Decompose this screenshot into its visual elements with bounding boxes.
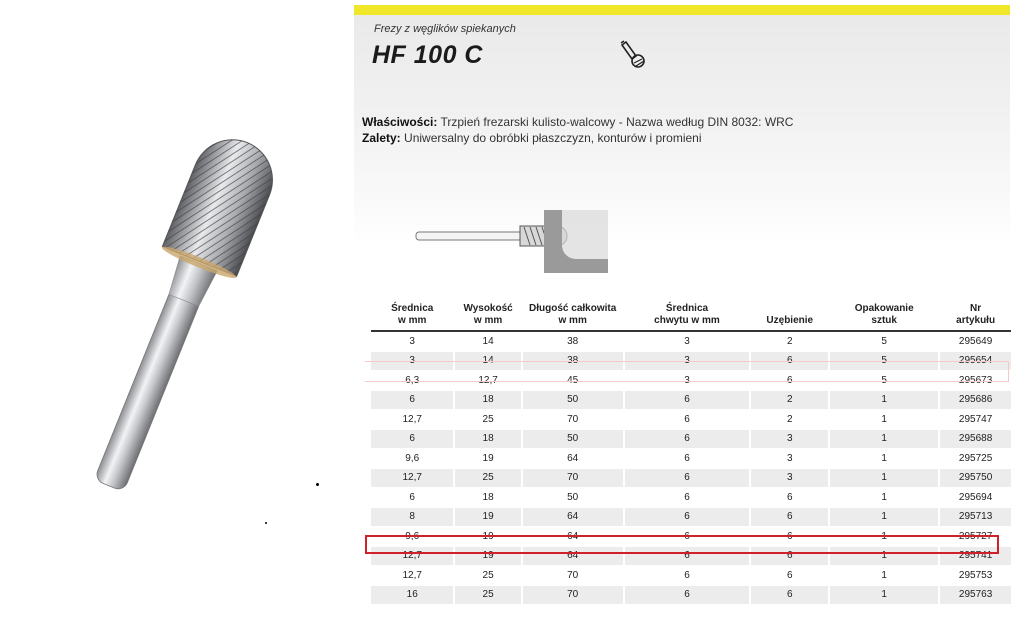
table-cell: 6 — [624, 546, 751, 566]
table-cell: 64 — [522, 546, 624, 566]
table-cell: 6 — [624, 449, 751, 469]
table-cell: 6 — [624, 468, 751, 488]
table-cell: 12,7 — [371, 546, 454, 566]
col-header-article-no: Nr artykułu — [939, 303, 1011, 331]
table-cell: 1 — [829, 449, 939, 469]
table-row — [371, 429, 1011, 449]
table-cell: 295673 — [939, 371, 1011, 391]
table-cell: 64 — [522, 449, 624, 469]
table-cell: 25 — [454, 410, 521, 430]
properties-label: Właściwości: — [362, 115, 438, 129]
table-cell: 70 — [522, 585, 624, 605]
table-cell: 3 — [371, 351, 454, 371]
table-cell: 2 — [750, 390, 829, 410]
table-cell: 6 — [624, 527, 751, 547]
col-header-shank-diameter: Średnica chwytu w mm — [624, 303, 751, 331]
table-cell: 14 — [454, 351, 521, 371]
table-cell: 6,3 — [371, 371, 454, 391]
table-cell: 1 — [829, 410, 939, 430]
table-cell: 1 — [829, 507, 939, 527]
cylinder-radius-burr-diagram — [412, 205, 612, 275]
table-cell: 6 — [624, 410, 751, 430]
table-cell: 3 — [750, 468, 829, 488]
table-cell: 6 — [750, 488, 829, 508]
table-cell: 70 — [522, 566, 624, 586]
table-cell: 50 — [522, 429, 624, 449]
table-cell: 1 — [829, 488, 939, 508]
table-cell: 295694 — [939, 488, 1011, 508]
table-cell: 295727 — [939, 527, 1011, 547]
table-cell: 70 — [522, 468, 624, 488]
table-cell: 6 — [624, 507, 751, 527]
table-cell: 1 — [829, 468, 939, 488]
table-cell: 295747 — [939, 410, 1011, 430]
table-cell: 25 — [454, 585, 521, 605]
table-cell: 295750 — [939, 468, 1011, 488]
table-row — [371, 371, 1011, 391]
table-row — [371, 449, 1011, 469]
accent-bar — [354, 5, 1010, 15]
table-cell: 16 — [371, 585, 454, 605]
table-cell: 1 — [829, 585, 939, 605]
table-cell: 1 — [829, 546, 939, 566]
table-cell: 6 — [624, 429, 751, 449]
table-cell: 295741 — [939, 546, 1011, 566]
col-header-height: Wysokość w mm — [454, 303, 521, 331]
table-cell: 6 — [750, 527, 829, 547]
table-cell: 18 — [454, 429, 521, 449]
table-row — [371, 331, 1011, 351]
table-cell: 6 — [371, 488, 454, 508]
image-speck — [316, 483, 319, 486]
table-cell: 5 — [829, 351, 939, 371]
table-cell: 19 — [454, 527, 521, 547]
advantages-text: Uniwersalny do obróbki płaszczyzn, konturów i promieni — [404, 131, 702, 145]
specifications-table — [371, 303, 1011, 605]
table-cell: 6 — [624, 488, 751, 508]
col-header-cut: Uzębienie — [750, 303, 829, 331]
table-cell: 295654 — [939, 351, 1011, 371]
col-header-total-length: Długość całkowita w mm — [522, 303, 624, 331]
table-row — [371, 585, 1011, 605]
table-cell: 50 — [522, 390, 624, 410]
table-cell: 38 — [522, 351, 624, 371]
table-cell: 5 — [829, 371, 939, 391]
table-cell: 3 — [750, 449, 829, 469]
advantages-line — [362, 130, 793, 146]
table-cell: 8 — [371, 507, 454, 527]
table-cell: 6 — [371, 390, 454, 410]
table-row — [371, 488, 1011, 508]
image-speck — [265, 522, 267, 524]
table-cell: 1 — [829, 390, 939, 410]
table-cell: 295686 — [939, 390, 1011, 410]
table-cell: 64 — [522, 507, 624, 527]
table-cell: 38 — [522, 331, 624, 351]
table-cell: 1 — [829, 527, 939, 547]
table-cell: 6 — [750, 566, 829, 586]
table-cell: 9,6 — [371, 527, 454, 547]
table-cell: 14 — [454, 331, 521, 351]
highlighted-row-frame — [365, 535, 999, 554]
table-cell: 2 — [750, 410, 829, 430]
table-cell: 3 — [750, 429, 829, 449]
table-cell: 3 — [624, 371, 751, 391]
table-cell: 1 — [829, 566, 939, 586]
table-cell: 2 — [750, 331, 829, 351]
table-cell: 295753 — [939, 566, 1011, 586]
table-cell: 18 — [454, 390, 521, 410]
table-header-row — [371, 303, 1011, 331]
table-cell: 295688 — [939, 429, 1011, 449]
table-cell: 6 — [750, 585, 829, 605]
table-cell: 3 — [624, 331, 751, 351]
table-cell: 295725 — [939, 449, 1011, 469]
table-cell: 9,6 — [371, 449, 454, 469]
product-title: HF 100 C — [372, 41, 483, 69]
col-header-diameter: Średnica w mm — [371, 303, 454, 331]
table-cell: 12,7 — [371, 410, 454, 430]
table-cell: 18 — [454, 488, 521, 508]
table-row — [371, 351, 1011, 371]
table-cell: 19 — [454, 449, 521, 469]
table-cell: 50 — [522, 488, 624, 508]
table-row — [371, 390, 1011, 410]
table-cell: 6 — [750, 371, 829, 391]
table-cell: 6 — [750, 546, 829, 566]
table-cell: 45 — [522, 371, 624, 391]
carbide-burr-photo — [40, 130, 320, 500]
table-cell: 1 — [829, 429, 939, 449]
table-cell: 5 — [829, 331, 939, 351]
table-cell: 6 — [624, 566, 751, 586]
rotary-tool-icon — [618, 39, 650, 71]
table-row — [371, 566, 1011, 586]
table-cell: 12,7 — [371, 468, 454, 488]
table-cell: 3 — [371, 331, 454, 351]
table-row — [371, 507, 1011, 527]
properties-line — [362, 114, 793, 130]
table-cell: 19 — [454, 507, 521, 527]
category-subtitle: Frezy z węglików spiekanych — [374, 23, 516, 35]
table-row — [371, 468, 1011, 488]
table-cell: 6 — [371, 429, 454, 449]
table-cell: 70 — [522, 410, 624, 430]
table-cell: 6 — [750, 507, 829, 527]
table-row — [371, 410, 1011, 430]
table-cell: 3 — [624, 351, 751, 371]
table-cell: 295763 — [939, 585, 1011, 605]
table-cell: 6 — [624, 390, 751, 410]
table-cell: 64 — [522, 527, 624, 547]
table-cell: 295649 — [939, 331, 1011, 351]
table-cell: 19 — [454, 546, 521, 566]
table-cell: 25 — [454, 468, 521, 488]
product-description — [362, 114, 793, 146]
advantages-label: Zalety: — [362, 131, 401, 145]
table-cell: 6 — [750, 351, 829, 371]
table-cell: 12,7 — [371, 566, 454, 586]
table-cell: 12,7 — [454, 371, 521, 391]
table-cell: 6 — [624, 585, 751, 605]
table-cell: 295713 — [939, 507, 1011, 527]
table-cell: 25 — [454, 566, 521, 586]
properties-text: Trzpień frezarski kulisto-walcowy - Nazwa według DIN 8032: WRC — [440, 115, 794, 129]
col-header-pack-qty: Opakowanie sztuk — [829, 303, 939, 331]
